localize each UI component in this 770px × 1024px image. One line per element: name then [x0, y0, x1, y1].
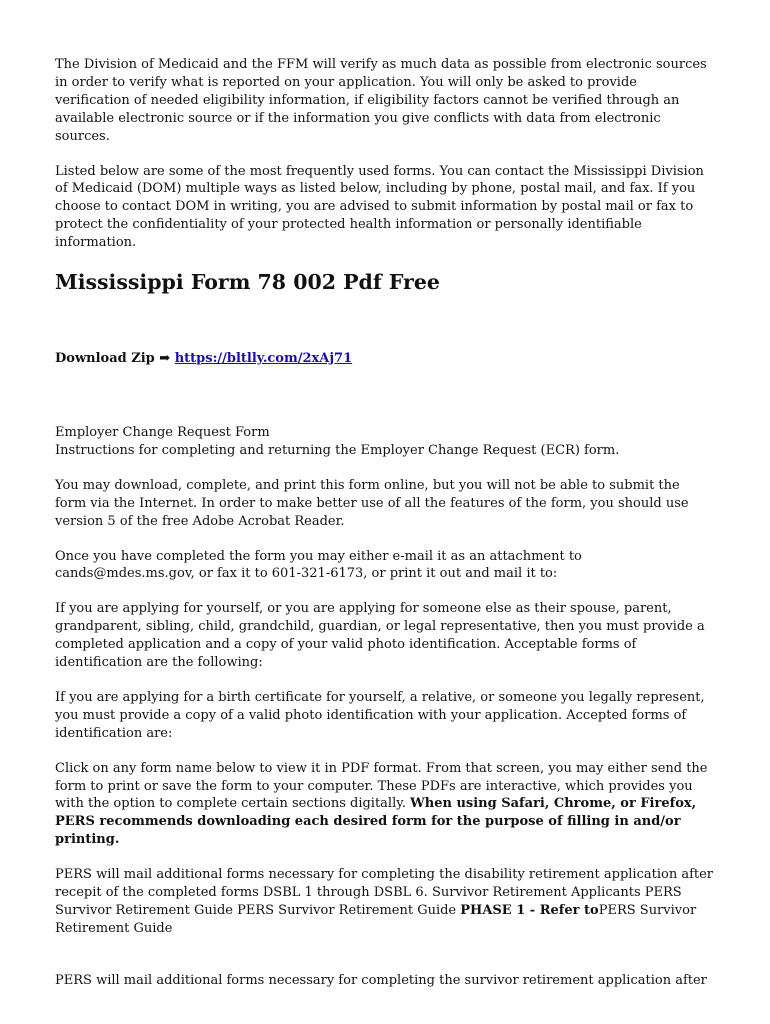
paragraph-pers-survivor: PERS will mail additional forms necessary for completing the survivor retirement application after	[55, 972, 707, 988]
pers-phase-bold: PHASE 1 - Refer to	[460, 903, 599, 918]
ecr-instructions: Instructions for completing and returning the Employer Change Request (ECR) form.	[55, 442, 620, 458]
paragraph-applying: If you are applying for yourself, or you are applying for someone else as their spouse, parent, grandparent, sibling, child, grandchild, guardian, or legal representative, then you must provide a completed application and a copy of your valid photo identification. Acceptable forms of identification are the following:	[55, 601, 705, 671]
paragraph-birth-certificate: If you are applying for a birth certificate for yourself, a relative, or someone you legally represent, you must provide a copy of a valid photo identification with your application. Accepted forms of identification are:	[55, 689, 705, 741]
pers-guide-text: PERS Survivor Retirement Guide	[55, 903, 697, 936]
click-form-bold: When using Safari, Chrome, or Firefox, PERS recommends downloading each desired form for the purpose of filling in and/or printing.	[55, 796, 697, 848]
ecr-title: Employer Change Request Form	[55, 424, 270, 440]
paragraph-email: Once you have completed the form you may either e-mail it as an attachment to cands@mdes.ms.gov, or fax it to 601-321-6173, or print it out and mail it to:	[55, 548, 582, 582]
paragraph-click-form	[55, 760, 715, 850]
download-line	[55, 350, 715, 368]
paragraph-frequent-forms: Listed below are some of the most frequently used forms. You can contact the Mississippi Division of Medicaid (DOM) multiple ways as listed below, including by phone, postal mail, and fax. If you choose to contact DOM in writing, you are advised to submit information by postal mail or fax to protect the confidentiality of your protected health information or personally identifiable information.	[55, 163, 704, 251]
spacer	[55, 368, 715, 424]
paragraph-pers-disability	[55, 866, 715, 938]
page-title: Mississippi Form 78 002 Pdf Free	[55, 270, 440, 295]
paragraph-verification: The Division of Medicaid and the FFM will verify as much data as possible from electronic sources in order to verify what is reported on your application. You will only be asked to provide verification of needed eligibility information, if eligibility factors cannot be verified through an available electronic source or if the information you give conflicts with data from electronic sources.	[55, 57, 707, 144]
pers-disability-text: PERS will mail additional forms necessary for completing the disability retirement application after recepit of the completed forms DSBL 1 through DSBL 6. Survivor Retirement Applicants PERS Survivor Retirement Guide PERS Survivor Retirement Guide	[55, 867, 714, 918]
click-form-text: Click on any form name below to view it in PDF format. From that screen, you may either send the form to print or save the form to your computer. These PDFs are interactive, which provides you with the option to complete certain sections digitally.	[55, 760, 708, 812]
arrow-icon: ➡	[159, 351, 171, 367]
paragraph-download-form: You may download, complete, and print this form online, but you will not be able to submit the form via the Internet. In order to make better use of all the features of the form, you should use version 5 of the free Adobe Acrobat Reader.	[55, 477, 689, 529]
download-label: Download Zip	[55, 351, 160, 367]
download-link[interactable]: https://bltlly.com/2xAj71	[174, 351, 353, 367]
document-page	[55, 56, 715, 1007]
